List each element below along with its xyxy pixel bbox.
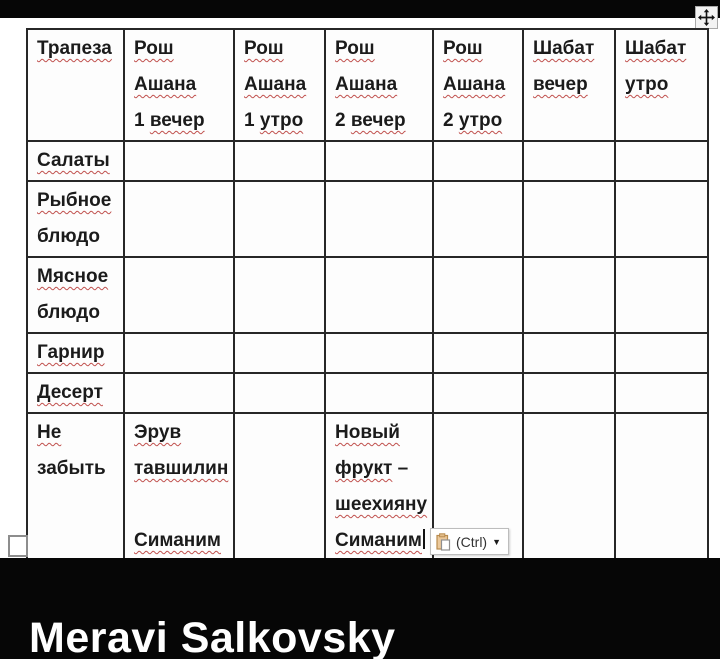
cell-text-line <box>134 68 231 104</box>
table-cell[interactable] <box>325 373 433 413</box>
misspelled-word: Шабат <box>625 38 687 59</box>
misspelled-word: Эрув <box>134 422 182 443</box>
misspelled-word: Шабат <box>533 38 595 59</box>
table-cell[interactable] <box>325 413 433 561</box>
misspelled-word: Ашана <box>443 74 506 95</box>
cell-text-line <box>37 376 121 412</box>
cell-text-line <box>37 32 121 68</box>
cell-text-line <box>134 488 231 524</box>
misspelled-word: Новый <box>335 422 400 443</box>
misspelled-word: Симаним <box>134 530 221 551</box>
cell-text-line <box>37 452 121 488</box>
word: 1 <box>134 110 150 131</box>
table-cell[interactable] <box>325 141 433 181</box>
table-cell[interactable] <box>523 257 615 333</box>
cell-text-line <box>533 68 612 104</box>
table-header-cell[interactable] <box>325 29 433 141</box>
table-cell[interactable] <box>234 373 325 413</box>
cell-text-line <box>244 68 322 104</box>
table-cell[interactable] <box>234 181 325 257</box>
cell-text-line <box>244 104 322 140</box>
table-cell[interactable] <box>523 333 615 373</box>
table-cell[interactable] <box>124 413 234 561</box>
table-row <box>27 141 708 181</box>
misspelled-word: Симаним <box>335 530 422 551</box>
misspelled-word: фрукт <box>335 458 393 479</box>
table-cell[interactable] <box>523 413 615 561</box>
misspelled-word: Рош <box>134 38 174 59</box>
table-cell[interactable] <box>615 181 708 257</box>
table-cell[interactable] <box>433 333 523 373</box>
word: блюдо <box>37 226 100 247</box>
word: 2 <box>443 110 459 131</box>
table-header-cell[interactable] <box>523 29 615 141</box>
table-cell[interactable] <box>234 141 325 181</box>
cell-text-line <box>134 452 231 488</box>
cell-text-line <box>335 32 430 68</box>
table-cell[interactable] <box>325 257 433 333</box>
misspelled-word: вечер <box>533 74 588 95</box>
cell-text-line <box>443 32 520 68</box>
word: 2 <box>335 110 351 131</box>
table-cell[interactable] <box>124 373 234 413</box>
cell-text-line <box>134 524 231 560</box>
table-cell[interactable] <box>27 373 124 413</box>
cell-text-line <box>37 260 121 296</box>
misspelled-word: Рош <box>335 38 375 59</box>
table-row <box>27 333 708 373</box>
cell-text-line <box>134 104 231 140</box>
dropdown-arrow-icon: ▼ <box>492 536 502 547</box>
paste-options-button[interactable] <box>430 528 509 555</box>
word: 1 <box>244 110 260 131</box>
paste-options-label: (Ctrl) <box>456 533 488 550</box>
misspelled-word: Ашана <box>134 74 197 95</box>
table-row <box>27 413 708 561</box>
cell-text-line <box>443 104 520 140</box>
table-cell[interactable] <box>124 257 234 333</box>
misspelled-word: Рош <box>443 38 483 59</box>
misspelled-word: Десерт <box>37 382 103 403</box>
misspelled-word: утро <box>458 110 503 131</box>
misspelled-word: утро <box>259 110 304 131</box>
misspelled-word: утро <box>625 74 669 95</box>
cell-text-line <box>134 416 231 452</box>
cell-text-line <box>335 452 430 488</box>
word: блюдо <box>37 302 100 323</box>
table-cell[interactable] <box>27 413 124 561</box>
misspelled-word: Рош <box>244 38 284 59</box>
meal-plan-table-body <box>27 29 708 561</box>
table-header-cell[interactable] <box>27 29 124 141</box>
word: – <box>392 458 409 479</box>
table-cell[interactable] <box>615 373 708 413</box>
table-cell[interactable] <box>27 181 124 257</box>
table-cell[interactable] <box>523 181 615 257</box>
table-cell[interactable] <box>27 141 124 181</box>
cell-text-line <box>134 32 231 68</box>
clipboard-paste-icon <box>436 533 452 551</box>
table-cell[interactable] <box>615 141 708 181</box>
misspelled-word: Не <box>37 422 62 443</box>
table-cell[interactable] <box>325 333 433 373</box>
misspelled-word: Гарнир <box>37 342 105 363</box>
table-cell[interactable] <box>27 257 124 333</box>
table-cell[interactable] <box>615 413 708 561</box>
misspelled-word: Трапеза <box>37 38 112 59</box>
meal-plan-table <box>26 28 709 562</box>
table-header-cell[interactable] <box>124 29 234 141</box>
table-header-cell[interactable] <box>615 29 708 141</box>
table-cell[interactable] <box>433 181 523 257</box>
cell-text-line <box>335 524 430 560</box>
table-cell[interactable] <box>523 373 615 413</box>
cell-text-line <box>37 296 121 332</box>
table-cell[interactable] <box>124 181 234 257</box>
cell-text-line <box>37 416 121 452</box>
misspelled-word: шеехияну <box>335 494 428 515</box>
table-cell[interactable] <box>523 141 615 181</box>
cell-text-line <box>37 184 121 220</box>
misspelled-word: вечер <box>350 110 406 131</box>
table-cell[interactable] <box>615 333 708 373</box>
table-cell[interactable] <box>234 333 325 373</box>
text-cursor <box>423 529 425 549</box>
cell-text-line <box>625 68 705 104</box>
table-cell[interactable] <box>27 333 124 373</box>
cell-text-line <box>335 416 430 452</box>
top-letterbox-bar <box>0 0 720 18</box>
table-cell[interactable] <box>234 257 325 333</box>
misspelled-word: вечер <box>149 110 205 131</box>
word: забыть <box>37 458 106 479</box>
cell-text-line <box>335 488 430 524</box>
table-cell[interactable] <box>124 333 234 373</box>
cell-text-line <box>37 336 121 372</box>
table-move-handle[interactable] <box>695 6 718 29</box>
cell-text-line <box>335 68 430 104</box>
table-row <box>27 373 708 413</box>
cell-text-line <box>533 32 612 68</box>
cell-text-line <box>625 32 705 68</box>
table-cell[interactable] <box>433 373 523 413</box>
cell-text-line <box>443 68 520 104</box>
misspelled-word: Ашана <box>244 74 307 95</box>
misspelled-word: Салаты <box>37 150 110 171</box>
table-row <box>27 257 708 333</box>
table-row <box>27 181 708 257</box>
misspelled-word: Мясное <box>37 266 109 287</box>
empty-selection-square[interactable] <box>8 535 28 557</box>
table-cell[interactable] <box>124 141 234 181</box>
cell-text-line <box>37 220 121 256</box>
table-header-cell[interactable] <box>234 29 325 141</box>
misspelled-word: Ашана <box>335 74 398 95</box>
table-cell[interactable] <box>325 181 433 257</box>
table-header-cell[interactable] <box>433 29 523 141</box>
cell-text-line <box>335 104 430 140</box>
four-direction-move-icon <box>698 9 715 26</box>
misspelled-word: Рыбное <box>37 190 112 211</box>
author-name: Meravi Salkovsky <box>29 614 396 662</box>
table-cell[interactable] <box>234 413 325 561</box>
table-header-row <box>27 29 708 141</box>
misspelled-word: тавшилин <box>134 458 229 479</box>
cell-text-line <box>244 32 322 68</box>
table-cell[interactable] <box>433 257 523 333</box>
bottom-letterbox-bar <box>0 558 720 662</box>
table-cell[interactable] <box>433 141 523 181</box>
table-cell[interactable] <box>615 257 708 333</box>
cell-text-line <box>37 144 121 180</box>
